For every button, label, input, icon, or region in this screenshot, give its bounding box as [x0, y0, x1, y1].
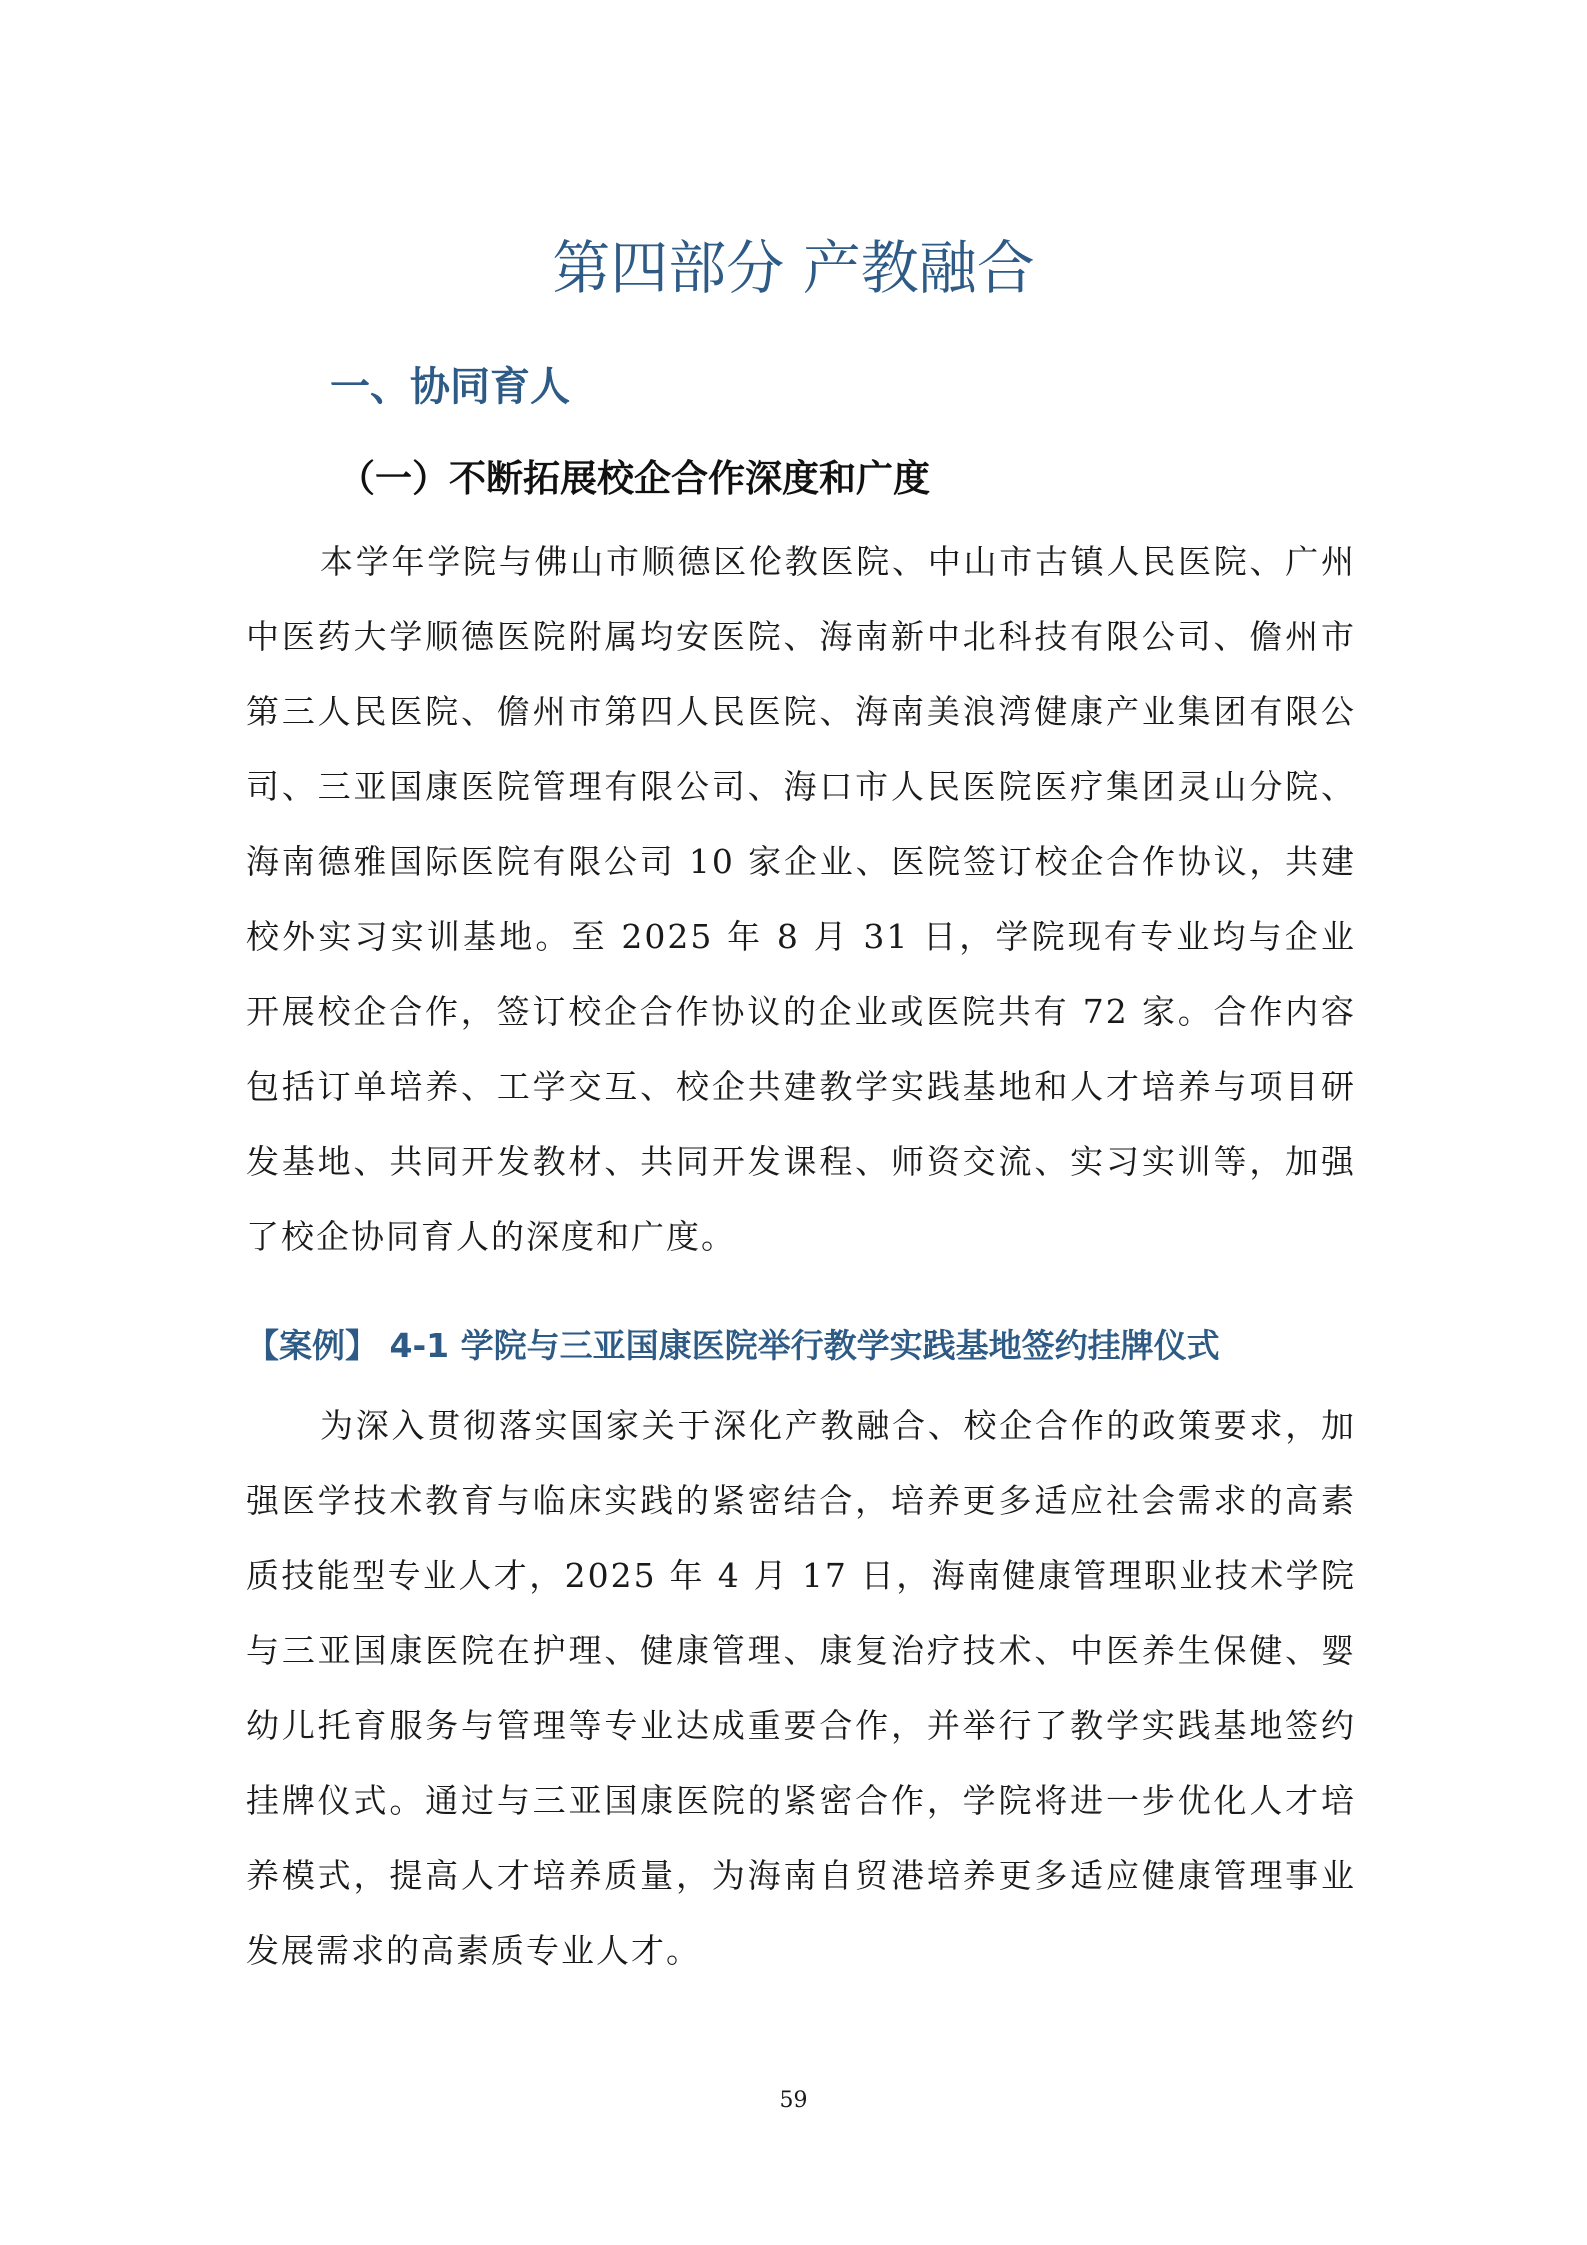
page-number: 59	[779, 2088, 808, 2113]
part-title: 第四部分 产教融合	[552, 234, 1035, 302]
subsection-heading: （一）不断拓展校企合作深度和广度	[338, 457, 930, 500]
body-paragraph: 本学年学院与佛山市顺德区伦教医院、中山市古镇人民医院、广州中医药大学顺德医院附属均安医院、海南新中北科技有限公司、儋州市第三人民医院、儋州市第四人民医院、海南美浪湾健康产业集团有限公司、三亚国康医院管理有限公司、海口市人民医院医疗集团灵山分院、海南德雅国际医院有限公司 10 家企业、医院签订校企合作协议，共建校外实习实训基地。至 2025 年 8 月 31 日，学院现有专业均与企业开展校企合作，签订校企合作协议的企业或医院共有 72 家。合作内容包括订单培养、工学交互、校企共建教学实践基地和人才培养与项目研发基地、共同开发教材、共同开发课程、师资交流、实习实训等，加强了校企协同育人的深度和广度。	[246, 542, 1356, 1256]
case-paragraph: 为深入贯彻落实国家关于深化产教融合、校企合作的政策要求，加强医学技术教育与临床实践的紧密结合，培养更多适应社会需求的高素质技能型专业人才，2025 年 4 月 17 日，海南健康管理职业技术学院与三亚国康医院在护理、健康管理、康复治疗技术、中医养生保健、婴幼儿托育服务与管理等专业达成重要合作，并举行了教学实践基地签约挂牌仪式。通过与三亚国康医院的紧密合作，学院将进一步优化人才培养模式，提高人才培养质量，为海南自贸港培养更多适应健康管理事业发展需求的高素质专业人才。	[246, 1406, 1356, 1970]
case-title: 【案例】 4-1 学院与三亚国康医院举行教学实践基地签约挂牌仪式	[246, 1326, 1220, 1365]
section-heading: 一、协同育人	[330, 364, 570, 410]
